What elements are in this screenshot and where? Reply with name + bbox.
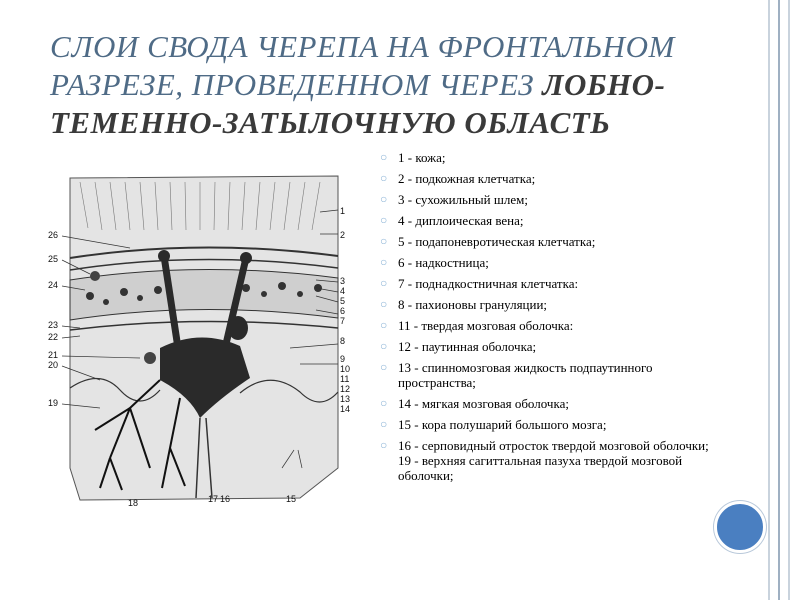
legend-item	[378, 234, 723, 249]
circle-bullet-icon: ○	[380, 297, 388, 311]
legend-item-text: 8 - пахионовы грануляции;	[398, 297, 548, 312]
slide-title	[50, 28, 710, 142]
label-23: 23	[48, 320, 59, 330]
legend-item-text: 14 - мягкая мозговая оболочка;	[398, 396, 569, 411]
label-20: 20	[48, 360, 59, 370]
label-6: 6	[340, 306, 346, 316]
legend-item-text: 4 - диплоическая вена;	[398, 213, 524, 228]
label-18: 18	[128, 498, 139, 508]
label-25: 25	[48, 254, 59, 264]
circle-bullet-icon: ○	[380, 396, 388, 410]
label-9: 9	[340, 354, 346, 364]
legend-item	[378, 213, 723, 228]
label-22: 22	[48, 332, 59, 342]
circle-bullet-icon: ○	[380, 213, 388, 227]
circle-bullet-icon: ○	[380, 318, 388, 332]
label-17: 17	[208, 494, 219, 504]
legend-item-text: 15 - кора полушарий большого мозга;	[398, 417, 607, 432]
label-12: 12	[340, 384, 351, 394]
legend-item	[378, 150, 723, 165]
label-21: 21	[48, 350, 59, 360]
legend-item	[378, 171, 723, 186]
legend-item	[378, 276, 723, 291]
legend-item	[378, 360, 723, 390]
circle-bullet-icon: ○	[380, 171, 388, 185]
label-13: 13	[340, 394, 351, 404]
circle-bullet-icon: ○	[380, 276, 388, 290]
frame-line-2	[778, 0, 780, 600]
label-16: 16	[220, 494, 231, 504]
legend-item	[378, 438, 723, 483]
blue-circle-icon	[714, 501, 766, 553]
label-5: 5	[340, 296, 346, 306]
label-24: 24	[48, 280, 59, 290]
legend-item-text: 11 - твердая мозговая оболочка:	[398, 318, 574, 333]
circle-bullet-icon: ○	[380, 438, 388, 452]
legend-item-text: 7 - поднадкостничная клетчатка:	[398, 276, 579, 291]
legend-item	[378, 417, 723, 432]
legend-item-text: 1 - кожа;	[398, 150, 446, 165]
skull-vault-diagram	[40, 168, 358, 508]
label-1: 1	[340, 206, 346, 216]
title-plain: СЛОИ СВОДА ЧЕРЕПА НА ФРОНТАЛЬНОМ РАЗРЕЗЕ, ПРОВЕДЕННОМ ЧЕРЕЗ	[50, 29, 675, 102]
legend-item	[378, 396, 723, 411]
label-11: 11	[340, 374, 350, 384]
frame-line-1	[768, 0, 770, 600]
legend-item-text: 2 - подкожная клетчатка;	[398, 171, 536, 186]
circle-bullet-icon: ○	[380, 255, 388, 269]
label-3: 3	[340, 276, 346, 286]
legend-item	[378, 255, 723, 270]
label-8: 8	[340, 336, 346, 346]
title-bold: ЛОБНО-ТЕМЕННО-ЗАТЫЛОЧНУЮ ОБЛАСТЬ	[50, 67, 666, 140]
legend-item	[378, 339, 723, 354]
label-26: 26	[48, 230, 59, 240]
legend-item-text: 16 - серповидный отросток твердой мозговой оболочки; 19 - верхняя сагиттальная пазуха твердой мозговой оболочки;	[398, 438, 709, 483]
label-19: 19	[48, 398, 59, 408]
label-10: 10	[340, 364, 351, 374]
legend-list	[378, 150, 723, 489]
legend-item-text: 3 - сухожильный шлем;	[398, 192, 528, 207]
circle-bullet-icon: ○	[380, 192, 388, 206]
circle-bullet-icon: ○	[380, 339, 388, 353]
legend-item-text: 13 - спинномозговая жидкость подпаутинного пространства;	[398, 360, 653, 390]
frame-line-3	[788, 0, 790, 600]
legend-item-text: 6 - надкостница;	[398, 255, 489, 270]
label-7: 7	[340, 316, 346, 326]
legend-item	[378, 192, 723, 207]
label-15: 15	[286, 494, 297, 504]
legend-item-text: 5 - подапоневротическая клетчатка;	[398, 234, 596, 249]
legend-item	[378, 297, 723, 312]
circle-bullet-icon: ○	[380, 417, 388, 431]
label-2: 2	[340, 230, 346, 240]
circle-bullet-icon: ○	[380, 360, 388, 374]
label-14: 14	[340, 404, 351, 414]
label-4: 4	[340, 286, 346, 296]
circle-bullet-icon: ○	[380, 234, 388, 248]
circle-bullet-icon: ○	[380, 150, 388, 164]
legend-item-text: 12 - паутинная оболочка;	[398, 339, 537, 354]
legend-item	[378, 318, 723, 333]
